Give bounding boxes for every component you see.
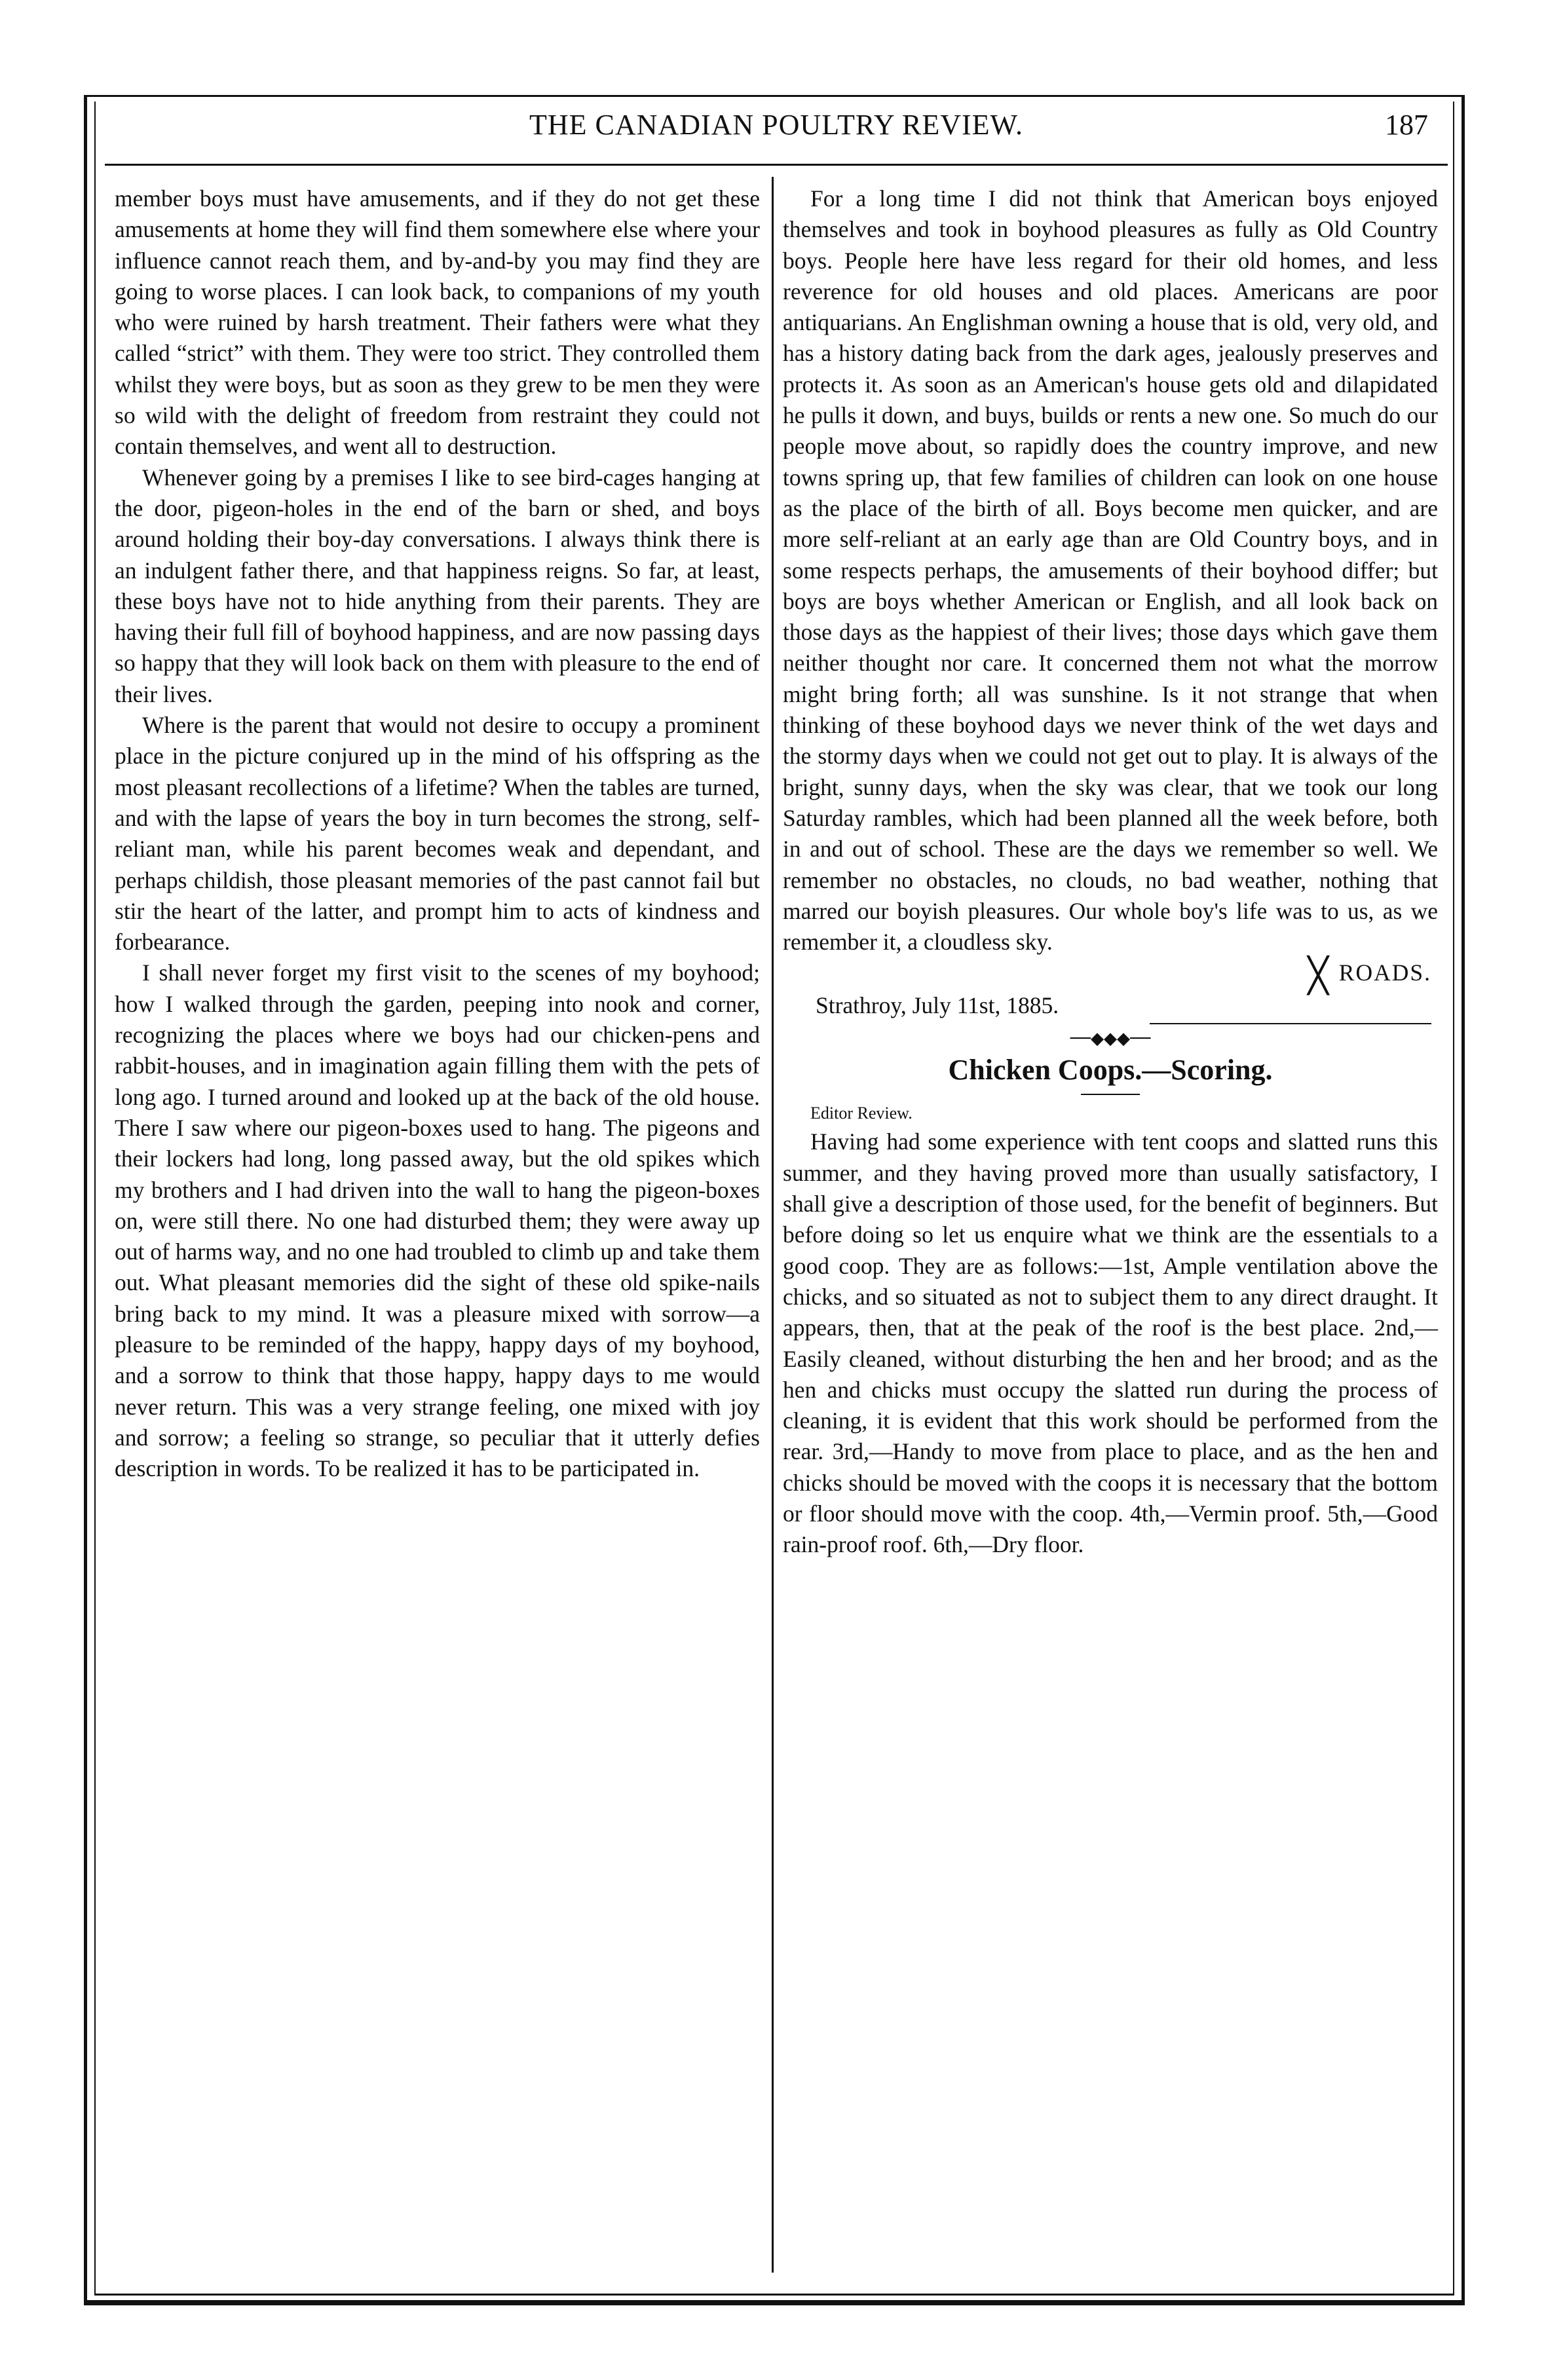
column-divider (772, 177, 774, 2273)
page-header (111, 108, 1441, 147)
place-date: Strathroy, July 11st, 1885. (816, 992, 1059, 1019)
signature-rule (1150, 1023, 1431, 1024)
journal-title: THE CANADIAN POULTRY REVIEW. (529, 109, 1023, 141)
ornament-divider: ──◆◆◆── (1070, 1029, 1151, 1049)
left-column (115, 183, 760, 1484)
paragraph: member boys must have amusements, and if they do not get these amusements at home they will find them somewhere else where your influence cannot reach them, and by-and-by you may find they are going to worse places. I can look back, to companions of my youth who were ruined by harsh treatment. Their fathers were what they called “strict” with them. They were too strict. They controlled them whilst they were boys, but as soon as they grew to be men they were so wild with the delight of freedom from restraint they could not contain themselves, and went all to destruction. (115, 185, 760, 460)
paragraph: Whenever going by a premises I like to see bird-cages hanging at the door, pigeon-holes in the end of the barn or shed, and boys around holding their boy-day conversations. I always think there is an indulgent father there, and that happiness reigns. So far, at least, these boys have not to hide anything from their parents. They are having their full fill of boyhood happiness, and are now passing days so happy that they will look back on them with pleasure to the end of their lives. (115, 464, 760, 707)
signature-name: ROADS. (1338, 959, 1431, 986)
paragraph: For a long time I did not think that American boys enjoyed themselves and took in boyhood pleasures as fully as Old Country boys. People here have less regard for their old homes, and less reverence for old houses and old places. Americans are poor antiquarians. An Englishman owning a house that is old, very old, and has a history dating back from the dark ages, jealously preserves and protects it. As soon as an American's house gets old and dilapidated he pulls it down, and buys, builds or rents a new one. So much do our people move about, so rapidly does the country improve, and new towns spring up, that few families of children can look on one house as the place of the birth of all. Boys become men quicker, and are more self-reliant at an early age than are Old Country boys, and in some respects perhaps, the amusements of their boyhood differ; but boys are boys whether American or English, and all look back on those days as the happiest of their lives; those days which gave them neither thought nor care. It concerned them not what the morrow might bring forth; all was sunshine. Is it not strange that when thinking of these boyhood days we never think of the wet days and the stormy days when we could not get out to play. It is always of the bright, sunny days, when the sky was clear, that we took our long Saturday rambles, which had been planned all the week before, both in and out of school. These are the days we remember so well. We remember no obstacles, no clouds, no bad weather, nothing that marred our boyish pleasures. Our whole boy's life was to us, as we remember it, a cloudless sky. (783, 185, 1438, 956)
cross-mark-icon: ╳ (1308, 956, 1330, 996)
salutation: Editor Review. (810, 1104, 913, 1123)
header-rule (105, 164, 1448, 166)
signature (1308, 956, 1431, 996)
paragraph: I shall never forget my first visit to the scenes of my boyhood; how I walked through the garden, peeping into nook and corner, recognizing the places where we boys had our chicken-pens and rabbit-houses, and in imagination again filling them with the pets of long ago. I turned around and looked up at the back of the old house. There I saw where our pigeon-boxes used to hang. The pigeons and their lockers had long, long passed away, but the old spikes which my brothers and I had driven into the wall to hang the pigeon-boxes on, were still there. No one had disturbed them; they were away up out of harms way, and no one had troubled to climb up and take them out. What pleasant memories did the sight of these old spike-nails bring back to my mind. It was a pleasure mixed with sorrow—a pleasure to be reminded of the happy, happy days of my boyhood, and a sorrow to think that those happy, happy days to me would never return. This was a very strange feeling, one mixed with joy and sorrow; a feeling so strange, so peculiar that it utterly defies description in words. To be realized it has to be participated in. (115, 959, 760, 1482)
paragraph: Having had some experience with tent coops and slatted runs this summer, and they having proved more than usually satisfactory, I shall give a description of those used, for the benefit of beginners. But before doing so let us enquire what we think are the essentials to a good coop. They are as follows:—1st, Ample ventilation above the chicks, and so situated as not to subject them to any direct draught. It appears, then, that at the peak of the roof is the best place. 2nd,—Easily cleaned, without disturbing the hen and her brood; and as the hen and chicks must occupy the slatted run during the process of cleaning, it is evident that this work should be performed from the rear. 3rd,—Handy to move from place to place, and as the hen and chicks should be moved with the coops it is necessary that the bottom or floor should move with the coop. 4th,—Vermin proof. 5th,—Good rain-proof roof. 6th,—Dry floor. (783, 1128, 1438, 1558)
title-rule (1081, 1094, 1140, 1095)
right-column (783, 183, 1438, 1561)
paragraph: Where is the parent that would not desire to occupy a prominent place in the picture conjured up in the mind of his offspring as the most pleasant recollections of a lifetime? When the tables are turned, and with the lapse of years the boy in turn becomes the strong, self-reliant man, while his parent becomes weak and dependant, and perhaps childish, those pleasant memories of the past cannot fail but stir the heart of the latter, and prompt him to acts of kindness and forbearance. (115, 712, 760, 956)
signature-block (783, 958, 1438, 1030)
page-number: 187 (1385, 109, 1428, 141)
section-title: Chicken Coops.—Scoring. (948, 1054, 1273, 1087)
